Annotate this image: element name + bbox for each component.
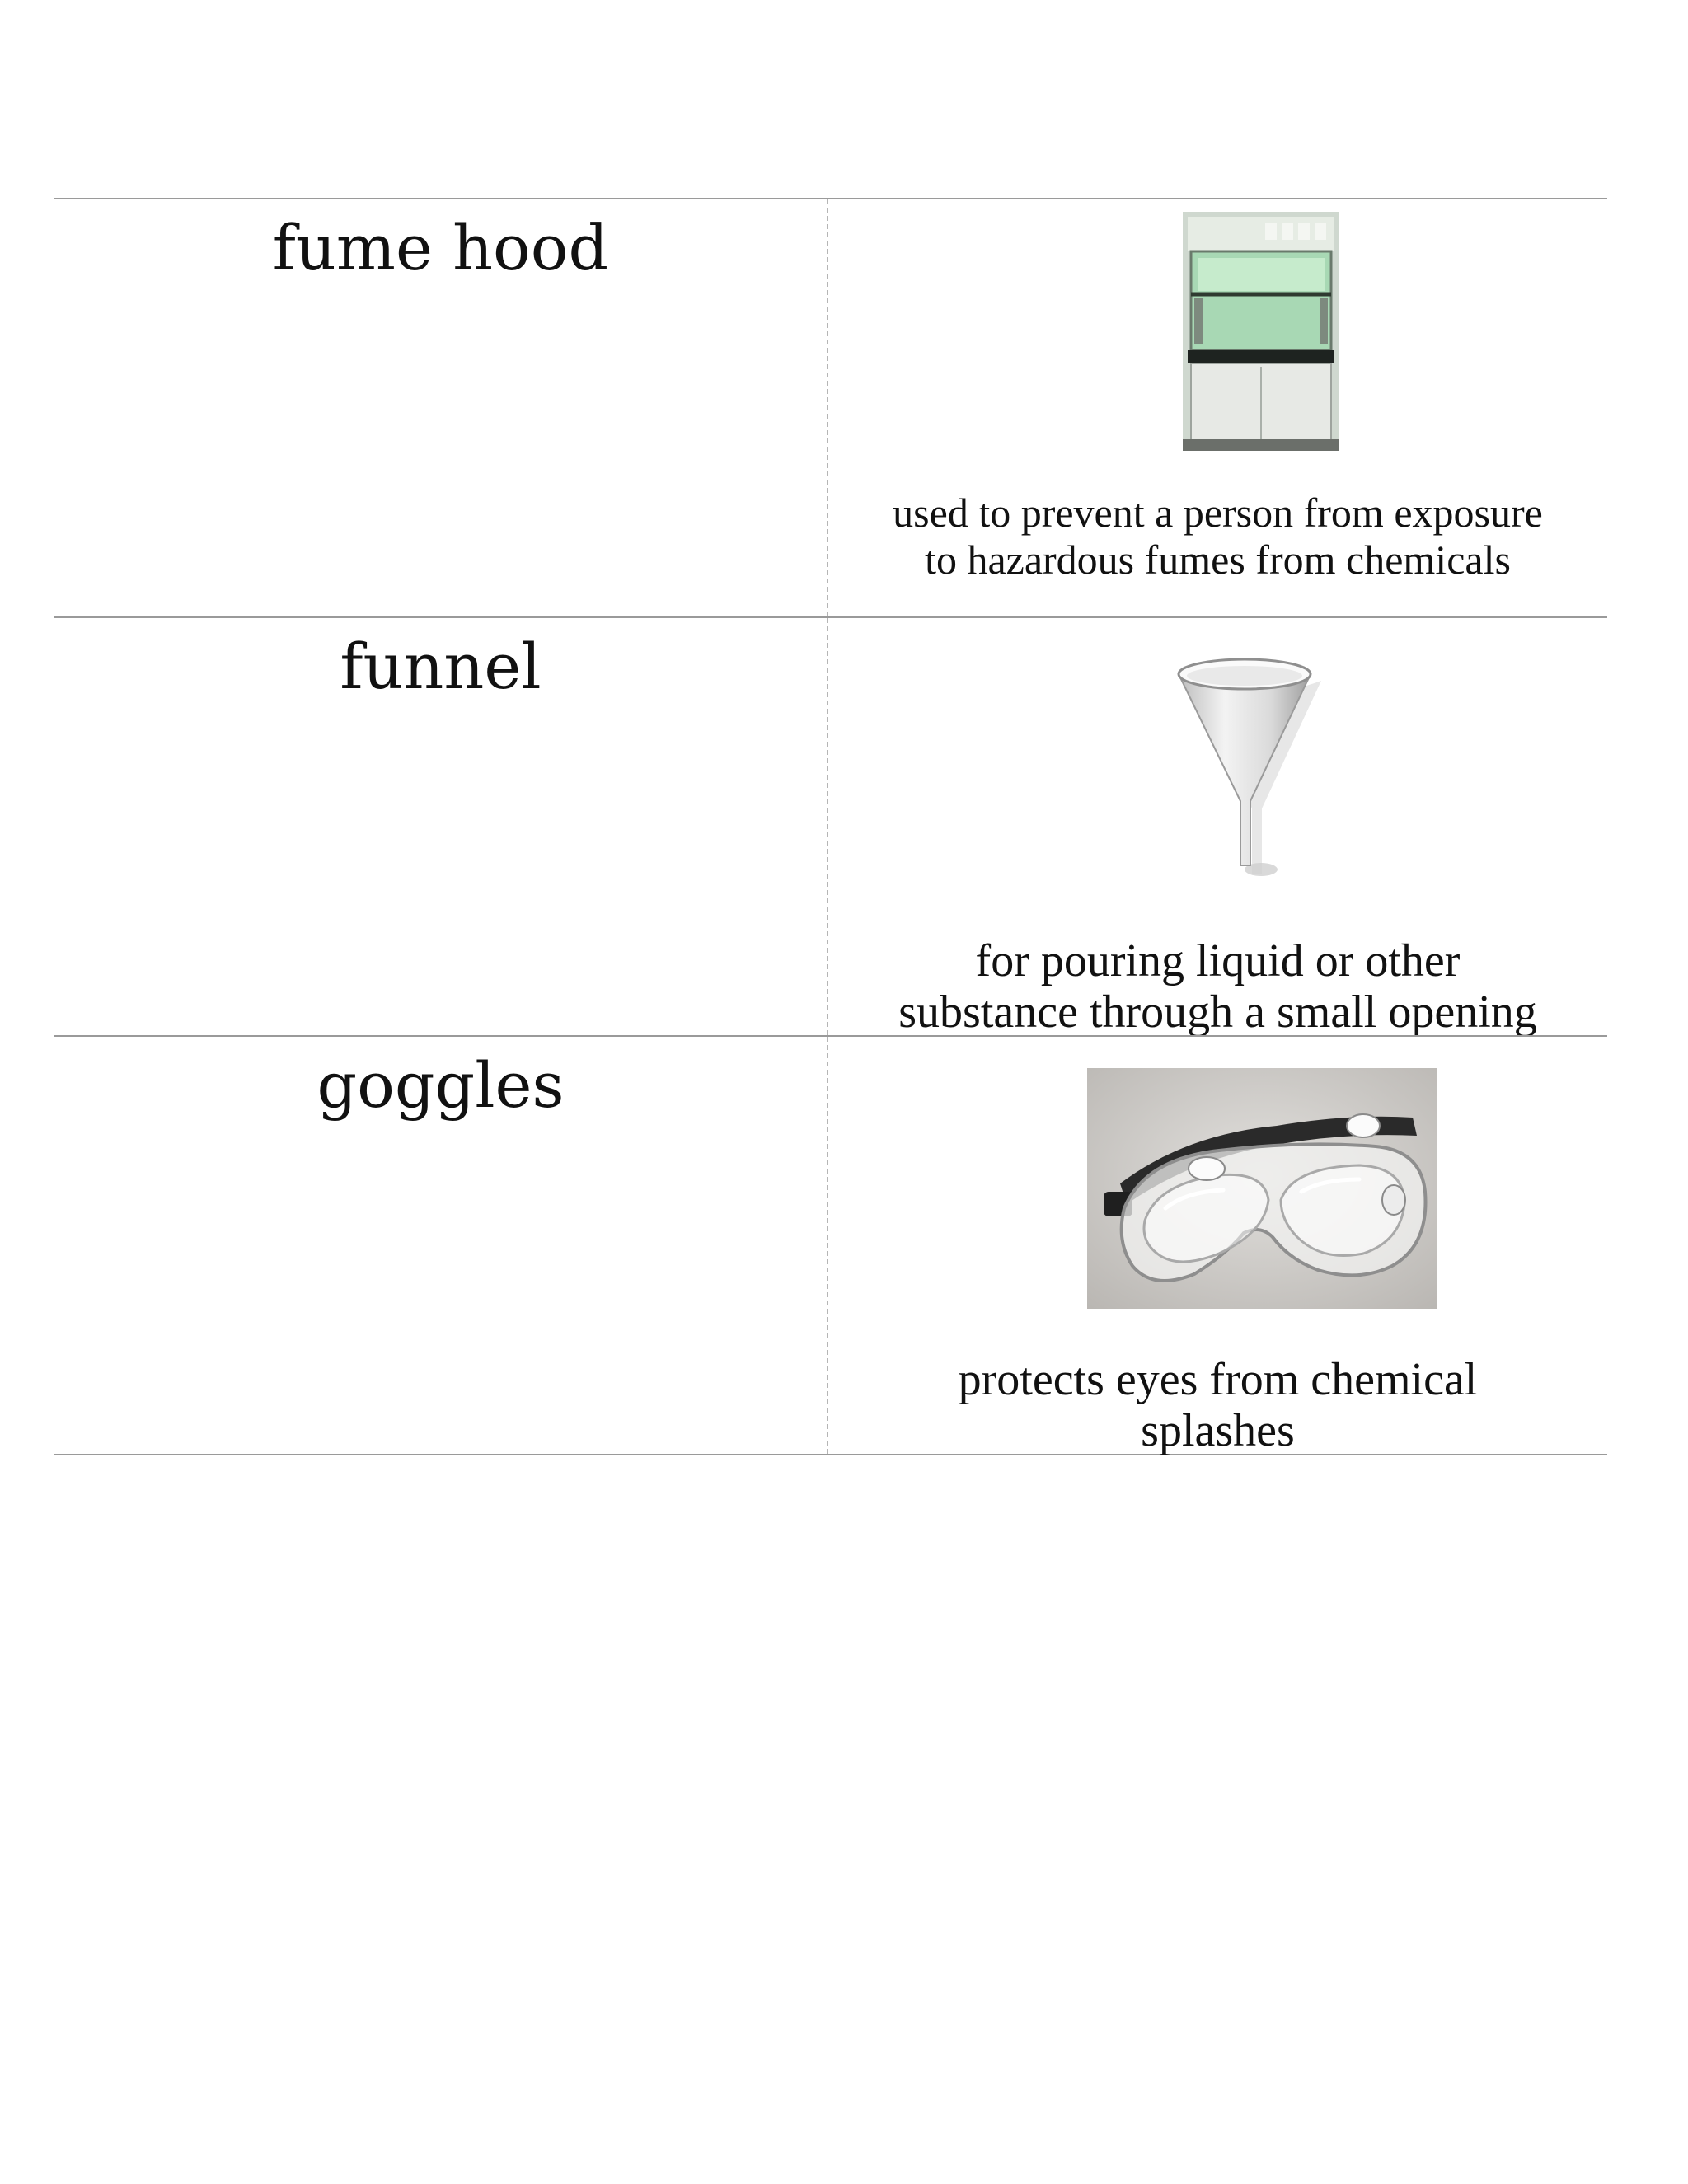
definition-text <box>828 1354 1607 1456</box>
definition-line: for pouring liquid or other <box>975 935 1461 987</box>
definition-line: protects eyes from chemical <box>958 1354 1478 1405</box>
definition-line: used to prevent a person from exposure <box>893 490 1543 536</box>
term-text: fume hood <box>272 211 609 284</box>
definition-cell <box>828 618 1607 1038</box>
definition-line: to hazardous fumes from chemicals <box>925 537 1511 583</box>
funnel-icon <box>1166 651 1323 886</box>
flashcard-row <box>54 616 1607 1038</box>
definition-line: splashes <box>1141 1405 1295 1456</box>
definition-cell <box>828 1037 1607 1454</box>
flashcard-row <box>54 198 1607 616</box>
term-text: funnel <box>340 630 542 703</box>
flashcard-row <box>54 1035 1607 1455</box>
flashcard-table <box>54 198 1607 1455</box>
term-text: goggles <box>316 1048 565 1122</box>
goggles-icon <box>1087 1068 1437 1309</box>
term-cell <box>54 199 828 616</box>
definition-text <box>828 935 1607 1038</box>
definition-line: substance through a small opening <box>898 987 1537 1038</box>
term-cell <box>54 1037 828 1454</box>
term-cell <box>54 618 828 1035</box>
definition-cell <box>828 199 1607 616</box>
definition-text <box>828 490 1607 583</box>
fume-hood-icon <box>1183 212 1339 451</box>
